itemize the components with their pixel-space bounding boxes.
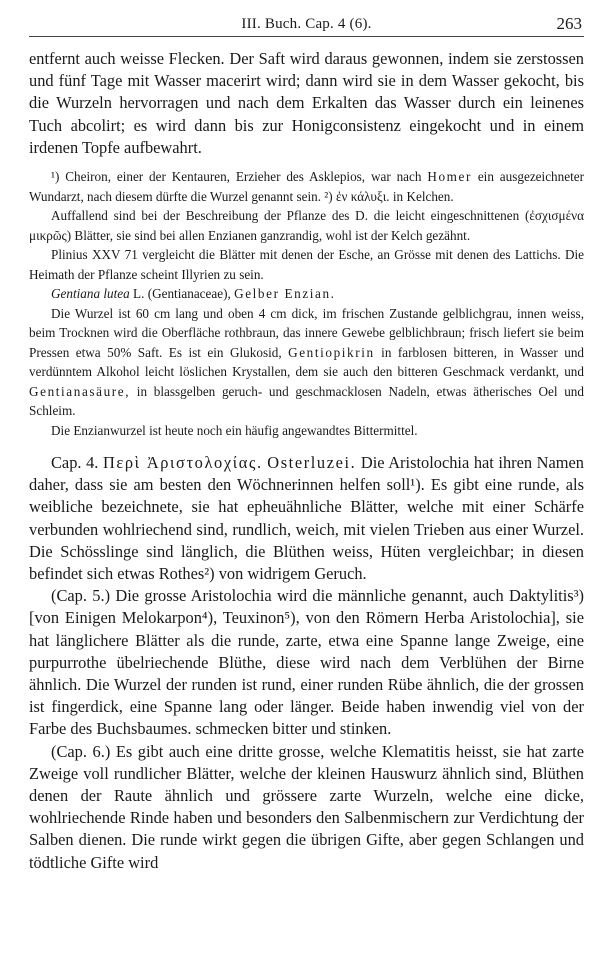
chapter-4-greek-title: Περὶ Ἀριστολοχίας. xyxy=(102,453,263,473)
root-text-b: in farblosen bitteren, in Wasser und verdünntem Alkohol leicht löslichen Krystallen, dem sie auch den bitteren Geschmack verdankt, und xyxy=(29,344,585,380)
chapter-4-text: Die Aristolochia hat ihren Namen daher, dass sie am besten den Wöchnerinnen helfen soll¹). Es gibt eine runde, als weibliche bezeichnete, sie hat epheuähnliche Blätter, welche mit einer Schärfe verbunden wohlriechend sind, rundlich, weich, mit vielen Trieben aus einer Wurzel. Die Schösslinge sind länglich, die Blüthen weiss, Hüten vergleichbar; in diesen befindet sich etwas Rothes²) von widrigem Geruch. xyxy=(29,453,584,584)
chapter-6-paragraph: (Cap. 6.) Es gibt auch eine dritte grosse, welche Klematitis heisst, sie hat zarte Zweige voll rundlicher Blätter, welche der kleinen Hauswurz ähnlich sind, Blüthen denen der Raute ähnlich und grössere zarte Wurzeln, welche eine dicke, wohlriechende Rinde haben und besonders den Salbenmischern zur Verdichtung der Salben dienen. Die runde wirkt gegen die übrigen Gifte, aber gegen Schlangen und tödtliche Gifte wird xyxy=(29,741,584,872)
chapter-4-label: Cap. 4. xyxy=(51,453,99,473)
root-text-a: Die Wurzel ist 60 cm lang und oben 4 cm dick, im frischen Zustande gelblichgrau, innen weiss, beim Trocknen wird die Oberfläche rothbraun, das innere Gewebe gelblichbraun; frisch liefert sie beim Pressen etwa 50% Saft. Es ist ein Glukosid, xyxy=(29,305,584,360)
footnote-1-name: Homer xyxy=(427,169,472,185)
note-plinius: Plinius XXV 71 vergleicht die Blätter mit denen der Esche, an Grösse mit denen des Lattichs. Die Heimath der Pflanze scheint Illyrien zu sein. xyxy=(29,247,584,282)
page-number: 263 xyxy=(556,14,582,33)
footnote-1-text-a: ¹) Cheiron, einer der Kentauren, Erzieher des Asklepios, war nach xyxy=(51,169,428,185)
species-family: L. (Gentianaceae), xyxy=(129,286,235,302)
footnote-1-text-b: ein ausgezeichneter Wundarzt, nach diesem dürfte die Wurzel genannt sein. ²) ἐν κάλυξι. in Kelchen. xyxy=(29,169,584,204)
root-text-c: in blassgelben geruch- und geschmacklosen Nadeln, etwas ätherisches Oel und Schleim. xyxy=(29,383,584,419)
note-species xyxy=(29,284,584,304)
running-header xyxy=(29,12,584,37)
note-bitter: Die Enzianwurzel ist heute noch ein häufig angewandtes Bittermittel. xyxy=(51,422,418,438)
footnote-1 xyxy=(29,167,584,206)
chapter-5-paragraph: (Cap. 5.) Die grosse Aristolochia wird die männliche genannt, auch Daktylitis³) [von Einigen Melokarpon⁴), Teuxinon⁵), von den Römern Herba Aristolochia], sie hat länglichere Blätter als die runde, zarte, etwa eine Spanne lange Zweige, eine purpurrothe übelriechende Blüthe, diese wird nach dem Verblühen der Birne ähnlich. Die Wurzel der runden ist rund, einer runden Rübe ähnlich, die der grossen ist fingerdick, eine Spanne lang oder länger. Beide haben inwendig viel von der Farbe des Buchsbaumes. schmecken bitter und stinken. xyxy=(29,586,584,739)
compound-gentiopikrin: Gentiopikrin xyxy=(288,344,375,360)
note-root-description xyxy=(29,304,584,421)
paragraph-continuation: entfernt auch weisse Flecken. Der Saft wird daraus gewonnen, indem sie zerstossen und fünf Tage mit Wasser macerirt wird; dann wird sie in dem Wasser gekocht, bis die Wurzeln hervorragen und nach dem Erkalten das Wasser durch ein leinenes Tuch abcolirt; es wird dann bis zur Honigconsistenz eingekocht und in einem irdenen Topfe aufbewahrt. xyxy=(29,49,584,157)
chapter-4-paragraph xyxy=(29,452,584,585)
chapter-4-german-title: Osterluzei. xyxy=(267,453,357,473)
compound-gentianasaeure: Gentianasäure, xyxy=(29,383,131,399)
species-common-name: Gelber Enzian. xyxy=(234,286,336,302)
note-leaves: Auffallend sind bei der Beschreibung der Pflanze des D. die leicht eingeschnittenen (ἐσχισμένα μικρῶς) Blätter, sie sind bei allen Enzianen ganzrandig, wohl ist der Kelch gezähnt. xyxy=(29,208,584,243)
species-name: Gentiana lutea xyxy=(51,286,130,302)
page-body xyxy=(29,48,584,874)
running-title: III. Buch. Cap. 4 (6). xyxy=(241,16,372,32)
